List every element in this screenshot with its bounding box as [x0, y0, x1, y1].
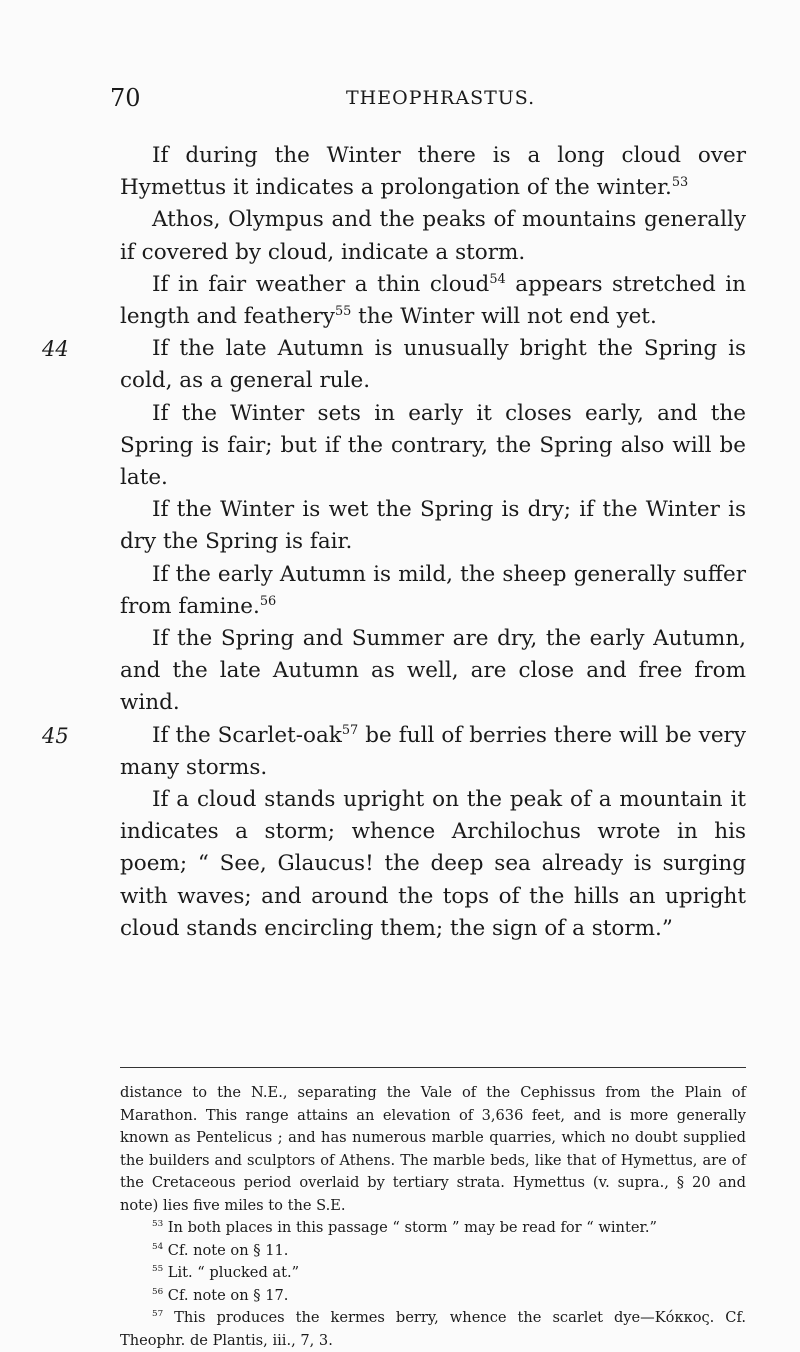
footnote: $^{57}$ This produces the kermes berry, whence the scarlet dye—Κόκκος. Cf. Theophr. de Plantis, iii., 7, 3. — [120, 1309, 746, 1349]
page-number: 70 — [110, 84, 141, 112]
section-number-44: 44 — [42, 337, 69, 362]
footnote-ref: 56 — [259, 593, 277, 609]
paragraph: If in fair weather a thin cloud$^{54}$ appears stretched in length and feathery$^{55}$ the Winter will not end yet. — [120, 271, 746, 330]
page-header — [0, 84, 800, 114]
main-text — [42, 140, 746, 945]
paragraph: If the early Autumn is mild, the sheep generally suffer from famine.$^{56}$ — [120, 561, 746, 619]
footnote: $^{54}$ Cf. note on § 11. — [152, 1241, 289, 1259]
paragraph: If the Winter sets in early it closes early, and the Spring is fair; but if the contrary, the Spring also will be late. — [120, 400, 746, 491]
paragraph: If a cloud stands upright on the peak of a mountain it indicates a storm; whence Archilochus wrote in his poem; “ See, Glaucus! the deep sea already is surging with waves; and around the tops of the hills an upright cloud stands encircling them; the sign of a storm.” — [120, 787, 746, 941]
footnote-continued: distance to the N.E., separating the Vale of the Cephissus from the Plain of Marathon. This range attains an elevation of 3,636 feet, and is more generally known as Pentelicus ; and has numerous marble quarries, which no doubt supplied the builders and sculptors of Athens. The marble beds, like that of Hymettus, are of the Cretaceous period overlaid by tertiary strata. Hymettus (v. supra., § 20 and note) lies five miles to the S.E. — [120, 1084, 746, 1214]
paragraph: 44 If the late Autumn is unusually bright the Spring is cold, as a general rule. — [120, 333, 746, 397]
paragraph: 45 If the Scarlet-oak$^{57}$ be full of berries there will be very many storms. — [120, 720, 746, 784]
running-head: THEOPHRASTUS. — [346, 87, 536, 109]
footnote: $^{55}$ Lit. “ plucked at.” — [152, 1264, 300, 1281]
paragraph: If the Winter is wet the Spring is dry; if the Winter is dry the Spring is fair. — [120, 497, 746, 555]
paragraph: Athos, Olympus and the peaks of mountains generally if covered by cloud, indicate a storm. — [120, 207, 746, 265]
footnote-ref: 54 — [489, 271, 506, 287]
footnote-ref: 53 — [671, 175, 689, 191]
footnotes — [120, 1082, 746, 1352]
footnote-ref: 55 — [334, 303, 352, 319]
footnote: $^{56}$ Cf. note on § 17. — [152, 1286, 289, 1304]
paragraph: If the Spring and Summer are dry, the early Autumn, and the late Autumn as well, are close and free from wind. — [120, 626, 746, 716]
footnote: $^{53}$ In both places in this passage “ storm ” may be read for “ winter.” — [152, 1219, 657, 1236]
paragraph: If during the Winter there is a long cloud over Hymettus it indicates a prolongation of the winter.$^{53}$ — [120, 143, 746, 201]
footnote-divider — [120, 1067, 746, 1068]
footnote-ref: 57 — [341, 722, 359, 738]
section-number-45: 45 — [42, 723, 69, 748]
